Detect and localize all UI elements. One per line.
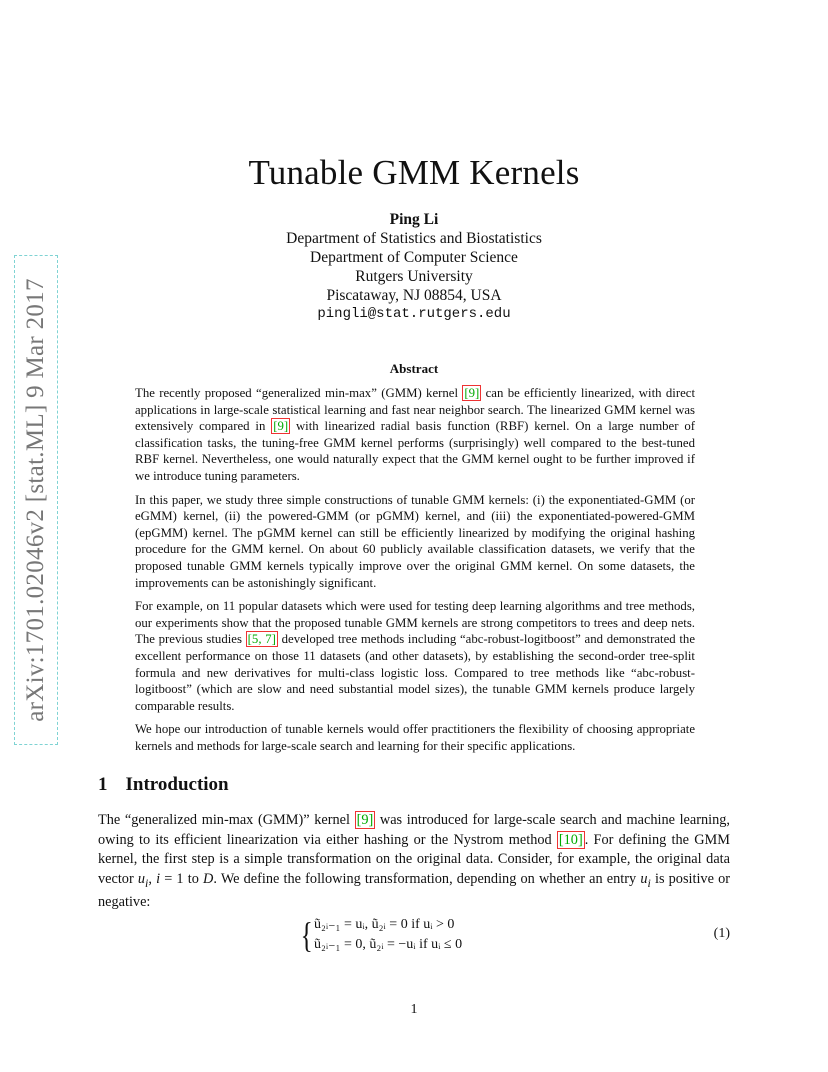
text-run: , <box>148 870 157 887</box>
text-run: . We define the following transformation, depending on whether an entry <box>213 870 641 887</box>
author-email: pingli@stat.rutgers.edu <box>317 306 511 322</box>
citation-link[interactable]: [9] <box>273 419 289 434</box>
citation-link[interactable]: [10] <box>558 831 583 848</box>
intro-paragraph <box>98 811 730 913</box>
left-brace: { <box>300 915 313 955</box>
abstract-heading: Abstract <box>389 361 439 376</box>
text-run: The “generalized min-max (GMM)” kernel <box>98 812 355 828</box>
affiliation-line: Rutgers University <box>355 268 473 285</box>
abstract <box>135 385 695 761</box>
citation-link[interactable]: [9] <box>464 386 480 400</box>
math-var: D <box>203 870 214 887</box>
citation-link[interactable]: [5, 7] <box>247 632 276 647</box>
text-run: is positive or negative: <box>98 870 730 911</box>
equation-number: (1) <box>713 926 730 941</box>
author-name: Ping Li <box>389 211 439 228</box>
math-sub: i <box>647 875 651 890</box>
abstract-paragraph: We hope our introduction of tunable kernels would offer practitioners the flexibility of choosing appropriate kernels and methods for large-scale search and learning for their specific applications. <box>135 722 695 753</box>
text-run: . For defining the GMM kernel, the first step is a simple transformation on the original data. Consider, for example, the original data vector <box>98 831 730 887</box>
arxiv-stamp <box>14 255 58 745</box>
text-run: = 1 to <box>160 870 204 887</box>
page-number: 1 <box>410 1002 418 1017</box>
math-var: u <box>640 870 648 887</box>
math-var: i <box>156 870 161 887</box>
abstract-paragraph <box>135 385 695 485</box>
equation-1 <box>0 914 828 958</box>
equation-line: ũ₂ᵢ₋₁ = 0, ũ₂ᵢ = −uᵢ if uᵢ ≤ 0 <box>314 937 463 952</box>
text-run: was introduced for large-scale search and machine learning, owing to its efficient linearization via either hashing or the Nystrom method <box>98 812 731 848</box>
affiliation-line: Piscataway, NJ 08854, USA <box>326 287 502 304</box>
equation-lines <box>314 915 462 955</box>
math-var: u <box>137 870 146 887</box>
text-run: For example, on 11 popular datasets which were used for testing deep learning algorithms and tree methods, our experiments show that the proposed tunable GMM kernels are strong competitors to trees and deep nets. The previous studies <box>135 599 695 647</box>
section-title: Introduction <box>125 774 229 795</box>
text-run: can be efficiently linearized, with direct applications in large-scale statistical learning and fast near neighbor search. The linearized GMM kernel was extensively compared in <box>135 386 696 434</box>
intro-text <box>98 811 730 913</box>
section-number: 1 <box>98 774 108 795</box>
author-block <box>0 210 828 324</box>
math-sub: i <box>145 875 149 890</box>
arxiv-stamp-text: arXiv:1701.02046v2 [stat.ML] 9 Mar 2017 <box>22 278 49 722</box>
text-run: The recently proposed “generalized min-max” (GMM) kernel <box>135 386 463 400</box>
affiliation-line: Department of Statistics and Biostatistics <box>286 230 542 247</box>
affiliation-line: Department of Computer Science <box>310 249 518 266</box>
text-run: with linearized radial basis function (RBF) kernel. On a large number of classification tasks, the tuning-free GMM kernel performs (surprisingly) well compared to the best-tuned RBF kernel. Nevertheless, one would naturally expect that the GMM kernel ought to be further improved if we introduce tuning parameters. <box>135 419 695 483</box>
section-heading <box>98 774 229 796</box>
abstract-paragraph <box>135 598 695 714</box>
citation-link[interactable]: [9] <box>356 812 374 828</box>
equation-line: ũ₂ᵢ₋₁ = uᵢ, ũ₂ᵢ = 0 if uᵢ > 0 <box>314 917 455 932</box>
text-run: developed tree methods including “abc-robust-logitboost” and demonstrated the excellent performance on those 11 datasets (and other datasets), by establishing the second-order tree-split formula and new derivatives for multi-class logistic loss. Compared to tree methods like “abc-robust-logitboost” (which are slow and need substantial model sizes), the tunable GMM kernels produce largely comparable results. <box>135 632 696 713</box>
abstract-paragraph: In this paper, we study three simple constructions of tunable GMM kernels: (i) the exponentiated-GMM (or eGMM) kernel, (ii) the powered-GMM (or pGMM) kernel, and (iii) the exponentiated-powered-GMM (epGMM) kernel. The pGMM kernel can still be efficiently linearized by modifying the original hashing procedure for the GMM kernel. On about 60 publicly available classification datasets, we verify that the proposed tunable GMM kernels typically improve over the original GMM kernel. On some datasets, the improvements can be astonishingly significant. <box>135 492 695 590</box>
paper-title: Tunable GMM Kernels <box>248 153 580 192</box>
